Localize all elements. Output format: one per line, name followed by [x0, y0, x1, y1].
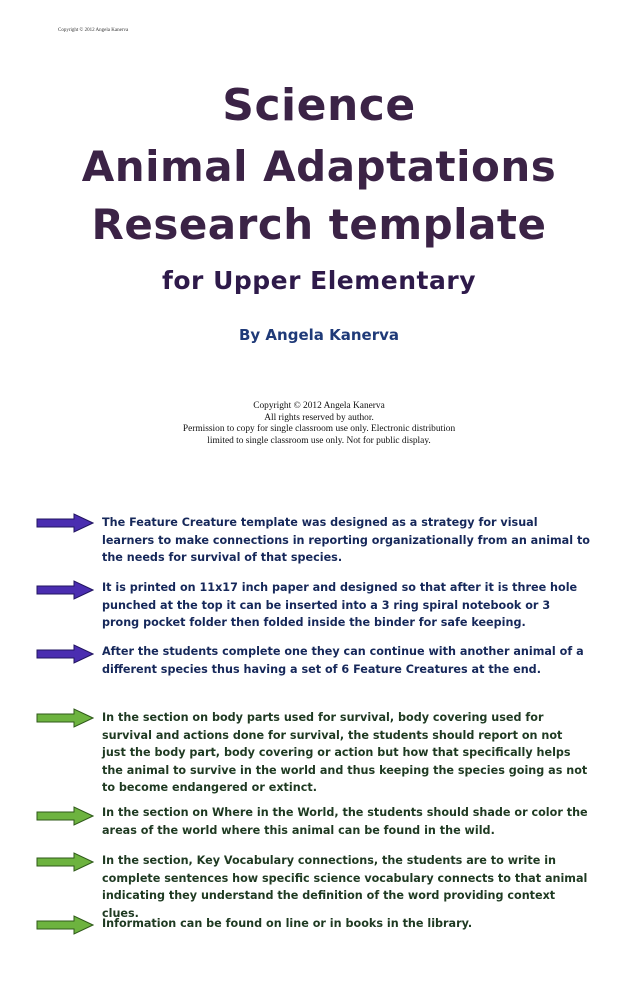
green-arrow-icon: [36, 708, 94, 728]
bullet-paragraph: In the section, Key Vocabulary connections, the students are to write in complete sentences how specific science vocabulary connects to that animal indicating they understand the definition of the word providing context clues.: [102, 854, 588, 920]
title-research-template: Research template: [91, 200, 547, 249]
author-byline: By Angela Kanerva: [238, 326, 399, 344]
bullet-paragraph: The Feature Creature template was designed as a strategy for visual learners to make connections in reporting organizationally from an animal to the needs for survival of that species.: [102, 516, 590, 564]
bullet-paragraph: In the section on body parts used for survival, body covering used for survival and actions done for survival, the students should report on not just the body part, body covering or action but how that specifically helps the animal to survive in the world and thus keeping the species going as not to become endangered or extinct.: [102, 711, 588, 794]
green-arrow-icon: [36, 852, 94, 872]
bullet-paragraph: After the students complete one they can continue with another animal of a different species thus having a set of 6 Feature Creatures at the end.: [102, 645, 584, 676]
blue-arrow-icon: [36, 644, 94, 664]
corner-copyright: Copyright © 2012 Angela Kanerva: [58, 28, 129, 33]
green-arrow-icon: [36, 806, 94, 826]
copyright-notice: [0, 401, 638, 447]
notice-line: limited to single classroom use only. Not for public display.: [207, 435, 431, 446]
notice-line: All rights reserved by author.: [264, 412, 374, 423]
bullet-paragraph: It is printed on 11x17 inch paper and designed so that after it is three hole punched at the top it can be inserted into a 3 ring spiral notebook or 3 prong pocket folder then folded inside the binder for safe keeping.: [102, 581, 578, 629]
notice-line: Permission to copy for single classroom use only. Electronic distribution: [182, 424, 456, 434]
bullet-paragraph: Information can be found on line or in books in the library.: [102, 917, 473, 930]
green-arrow-icon: [36, 915, 94, 935]
title-animal-adaptations: Animal Adaptations: [81, 142, 557, 191]
notice-line: Copyright © 2012 Angela Kanerva: [253, 401, 385, 411]
bullet-paragraph: In the section on Where in the World, the students should shade or color the areas of the world where this animal can be found in the wild.: [102, 806, 588, 837]
subtitle: for Upper Elementary: [161, 266, 477, 295]
title-science: Science: [222, 80, 416, 131]
blue-arrow-icon: [36, 513, 94, 533]
blue-arrow-icon: [36, 580, 94, 600]
